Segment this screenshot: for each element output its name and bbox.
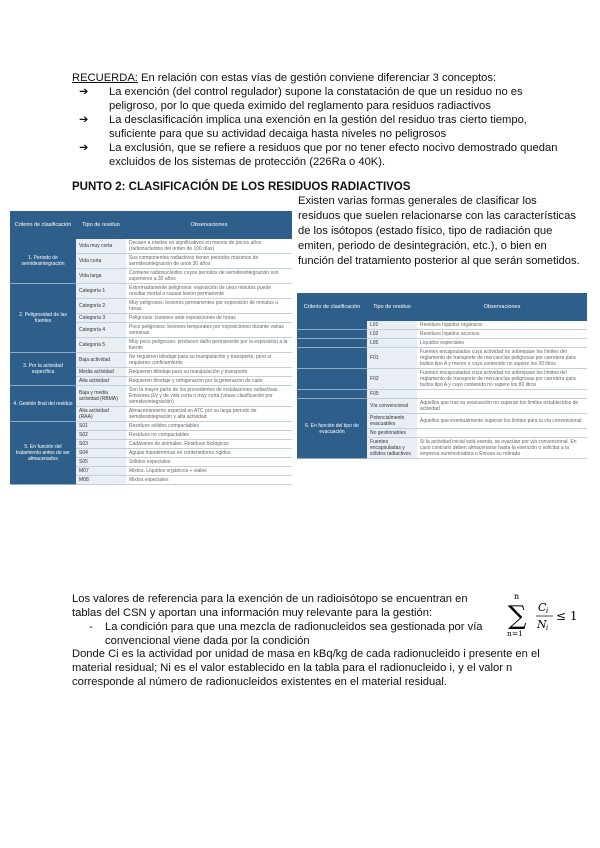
table-row bbox=[297, 390, 587, 399]
observaciones-cell: Aquellos que eventualmente superan los límites para la vía convencional bbox=[417, 414, 587, 429]
exemption-formula bbox=[505, 590, 595, 640]
concept-desclasificacion bbox=[72, 113, 572, 141]
concept-text: La exclusión, que se refiere a residuos que por no tener efecto nocivo demostrado quedan excluidos de los sistemas de protección (226Ra o 40K). bbox=[109, 142, 558, 168]
criterion-blank-cell bbox=[297, 390, 367, 399]
tipo-cell: Categoría 4 bbox=[76, 323, 126, 338]
reference-values-block bbox=[72, 592, 492, 648]
observaciones-cell: Agujas hipodérmicas en contenedores rígidos bbox=[126, 449, 292, 458]
table-row bbox=[297, 339, 587, 348]
recuerda-label: RECUERDA: bbox=[72, 72, 138, 84]
section-title: PUNTO 2: CLASIFICACIÓN DE LOS RESIDUOS RADIACTIVOS bbox=[72, 181, 411, 193]
observaciones-cell: Fuentes encapsuladas cuya actividad no sobrepase los límites del reglamento de transporte de mercancías peligrosas por carretera para bultos tipo A y cuyo contenido no supere los 80 litros bbox=[417, 369, 587, 390]
observaciones-cell bbox=[417, 429, 587, 438]
tipo-cell: Vida larga bbox=[76, 269, 126, 284]
observaciones-cell: Son la mayor parte de los procedentes de instalaciones radiactivas. Emisores β/γ y de vida corta o muy corta (véase clasificación por semidesintegración) bbox=[126, 386, 292, 407]
observaciones-cell: Fuentes encapsuladas cuya actividad no sobrepase los límites del reglamento de transporte de mercancías peligrosas por carretera para bultos tipo A y menor o cuyo contenido no supere los 20 litros bbox=[417, 348, 587, 369]
tipo-cell: M07 bbox=[76, 467, 126, 476]
observaciones-cell: Residuos sólidos compactables bbox=[126, 422, 292, 431]
observaciones-cell: Residuos líquidos orgánicos bbox=[417, 321, 587, 330]
criterion-cell: 4. Gestión final del residuo bbox=[10, 386, 76, 422]
formula-denominator-subscript: i bbox=[546, 624, 549, 632]
tipo-cell: Categoría 5 bbox=[76, 338, 126, 353]
tipo-cell: M08 bbox=[76, 476, 126, 485]
table-row bbox=[10, 422, 292, 431]
table-row bbox=[10, 353, 292, 368]
tipo-cell: Alta actividad bbox=[76, 377, 126, 386]
classification-table-1 bbox=[10, 211, 292, 485]
tipo-cell: No gestionables bbox=[367, 429, 417, 438]
tipo-cell: Vida corta bbox=[76, 254, 126, 269]
header-observaciones: Observaciones bbox=[126, 211, 292, 239]
formula-explanation bbox=[72, 647, 562, 689]
recuerda-block bbox=[72, 71, 572, 169]
tipo-cell: S04 bbox=[76, 449, 126, 458]
criterion-blank-cell bbox=[297, 339, 367, 348]
observaciones-cell: Requieren blindaje y refrigeración por la generación de calor bbox=[126, 377, 292, 386]
formula-denominator: N bbox=[537, 618, 547, 631]
recuerda-lead bbox=[72, 71, 572, 85]
concept-list bbox=[72, 85, 572, 169]
header-tipo: Tipo de residuo bbox=[76, 211, 126, 239]
observaciones-cell: Aquellos que tras su evacuación no superan los límites establecidos de actividad bbox=[417, 399, 587, 414]
table-row bbox=[10, 386, 292, 407]
sum-lower-limit: n=1 bbox=[507, 629, 523, 638]
tipo-cell: Fuentes encapsuladas y sólidos radiactivos bbox=[367, 438, 417, 459]
table-header-row bbox=[297, 293, 587, 321]
criterion-cell: 5. En función del tratamiento antes de ser almacenados bbox=[10, 422, 76, 485]
observaciones-cell: Residuos líquidos acuosos bbox=[417, 330, 587, 339]
sum-upper-limit: n bbox=[514, 592, 520, 601]
tipo-cell: S03 bbox=[76, 440, 126, 449]
observaciones-cell: Decaen a niveles no significativos en menos de pocos años (radionucleidos del orden de 100 días) bbox=[126, 239, 292, 254]
tipo-cell: L05 bbox=[367, 339, 417, 348]
table-row bbox=[297, 369, 587, 390]
criterion-cell: 1. Periodo de semidesintegración bbox=[10, 239, 76, 284]
concept-text: La desclasificación implica una exención en la gestión del residuo tras cierto tiempo, suficiente para que su actividad decaiga hasta niveles no peligrosos bbox=[109, 114, 527, 140]
tipo-cell: Alta actividad (RAA) bbox=[76, 407, 126, 422]
formula-numerator: C bbox=[538, 601, 547, 614]
tipo-cell: L02 bbox=[367, 330, 417, 339]
observaciones-cell: Mixtos especiales bbox=[126, 476, 292, 485]
explanation-text: Donde Ci es la actividad por unidad de masa en kBq/kg de cada radionucleido i presente en el material residual; Ni es el valor establecido en la tabla para el radionucleido i, y el valor n corresponde al número de radionucleidos existentes en el material residual. bbox=[72, 648, 540, 688]
arrow-icon: ➔ bbox=[79, 142, 89, 154]
observaciones-cell: Muy poco peligrosos: producen daño permanente por la exposición a la fuente bbox=[126, 338, 292, 353]
table-row bbox=[297, 321, 587, 330]
table-row bbox=[297, 348, 587, 369]
table-body bbox=[297, 321, 587, 459]
recuerda-lead-text: En relación con estas vías de gestión conviene diferenciar 3 conceptos: bbox=[137, 72, 497, 84]
formula-numerator-subscript: i bbox=[546, 607, 549, 615]
concept-exencion bbox=[72, 85, 572, 113]
tipo-cell: Categoría 2 bbox=[76, 299, 126, 314]
tipo-cell: Baja actividad bbox=[76, 353, 126, 368]
tipo-cell: Potencialmente evacuables bbox=[367, 414, 417, 429]
observaciones-cell: Contiene radionucleidos cuyos periodos de semidesintegración son superiores a 30 años bbox=[126, 269, 292, 284]
tipo-cell: Vía convencional bbox=[367, 399, 417, 414]
tipo-cell: Categoría 3 bbox=[76, 314, 126, 323]
dash-marker: - bbox=[89, 621, 93, 633]
tipo-cell: S01 bbox=[76, 422, 126, 431]
observaciones-cell: Residuos no compactables bbox=[126, 431, 292, 440]
criterion-blank-cell bbox=[297, 321, 367, 330]
table-row bbox=[10, 239, 292, 254]
header-criterio: Criterio de clasificación bbox=[10, 211, 76, 239]
tipo-cell: Baja y media actividad (RBMA) bbox=[76, 386, 126, 407]
tipo-cell: S05 bbox=[76, 458, 126, 467]
table-row bbox=[10, 284, 292, 299]
condition-item bbox=[72, 620, 492, 648]
tipo-cell: Categoría 1 bbox=[76, 284, 126, 299]
observaciones-cell: Muy peligrosos: lesiones permanentes por exposición de minutos u horas bbox=[126, 299, 292, 314]
header-tipo: Tipo de residuo bbox=[367, 293, 417, 321]
tipo-cell: F01 bbox=[367, 348, 417, 369]
tipo-cell: F02 bbox=[367, 369, 417, 390]
tipo-cell: Vida muy corta bbox=[76, 239, 126, 254]
criterion-cell: 3. Por la actividad específica bbox=[10, 353, 76, 386]
criterion-blank-cell bbox=[297, 369, 367, 390]
criterion-cell: 6. En función del tipo de evacuación bbox=[297, 399, 367, 459]
observaciones-cell: Requieren blindaje para su manipulación y transporte bbox=[126, 368, 292, 377]
table-row bbox=[297, 330, 587, 339]
observaciones-cell: Mixtos. Líquidos orgánicos + viales bbox=[126, 467, 292, 476]
observaciones-cell: Cadáveres de animales. Residuos biológicos bbox=[126, 440, 292, 449]
table-row bbox=[297, 399, 587, 414]
criterion-blank-cell bbox=[297, 348, 367, 369]
header-criterio: Criterio de clasificación bbox=[297, 293, 367, 321]
observaciones-cell: No requieren blindaje para su manipulación y transporte, pero sí requieren confinamiento bbox=[126, 353, 292, 368]
observaciones-cell bbox=[417, 390, 587, 399]
observaciones-cell: Sus componentes radiactivos tienen periodos máximos de semidesintegración de unos 30 años bbox=[126, 254, 292, 269]
observaciones-cell: Si la actividad inicial está exenta, se evacúan por vía convencional. En caso contrario deben almacenarse hasta la exención o solicitar a la empresa suministradora o Enresa su retirada bbox=[417, 438, 587, 459]
intro-paragraph: Existen varias formas generales de clasificar los residuos que suelen relacionarse con las características de los isótopos (estado físico, tipo de radiación que emiten, periodo de desintegración, etc.), o bien en función del tratamiento posterior al que serán sometidos. bbox=[298, 195, 580, 267]
observaciones-cell: Almacenamiento especial en ATC por su larga periodo de semidesintegración y alta actividad bbox=[126, 407, 292, 422]
tipo-cell: F05 bbox=[367, 390, 417, 399]
tipo-cell: S02 bbox=[76, 431, 126, 440]
observaciones-cell: Peligrosos: lesiones ante exposiciones de horas bbox=[126, 314, 292, 323]
concept-text: La exención (del control regulador) supone la constatación de que un residuo no es peligroso, por lo que queda eximido del reglamento para residuos radiactivos bbox=[109, 86, 523, 112]
header-observaciones: Observaciones bbox=[417, 293, 587, 321]
observaciones-cell: Líquidos especiales bbox=[417, 339, 587, 348]
criterion-blank-cell bbox=[297, 330, 367, 339]
formula-rhs: ≤ 1 bbox=[556, 609, 578, 623]
table-header-row bbox=[10, 211, 292, 239]
observaciones-cell: Poco peligrosos: lesiones temporales por exposiciones durante varias semanas bbox=[126, 323, 292, 338]
criterion-cell: 2. Peligrosidad de las fuentes bbox=[10, 284, 76, 353]
observaciones-cell: Extremadamente peligrosos: exposición de unos minutos puede resultar mortal o causar lesión permanente bbox=[126, 284, 292, 299]
sum-sign: ∑ bbox=[508, 601, 527, 631]
tipo-cell: L01 bbox=[367, 321, 417, 330]
arrow-icon: ➔ bbox=[79, 86, 89, 98]
condition-text: La condición para que una mezcla de radionucleidos sea gestionada por vía convencional viene dada por la condición bbox=[105, 621, 483, 647]
reference-paragraph: Los valores de referencia para la exención de un radioisótopo se encuentran en tablas del CSN y aportan una información muy relevante para la gestión: bbox=[72, 593, 468, 619]
arrow-icon: ➔ bbox=[79, 114, 89, 126]
table-body bbox=[10, 239, 292, 485]
classification-table-2 bbox=[297, 293, 587, 459]
observaciones-cell: Sólidos especiales bbox=[126, 458, 292, 467]
tipo-cell: Media actividad bbox=[76, 368, 126, 377]
concept-exclusion bbox=[72, 141, 572, 169]
